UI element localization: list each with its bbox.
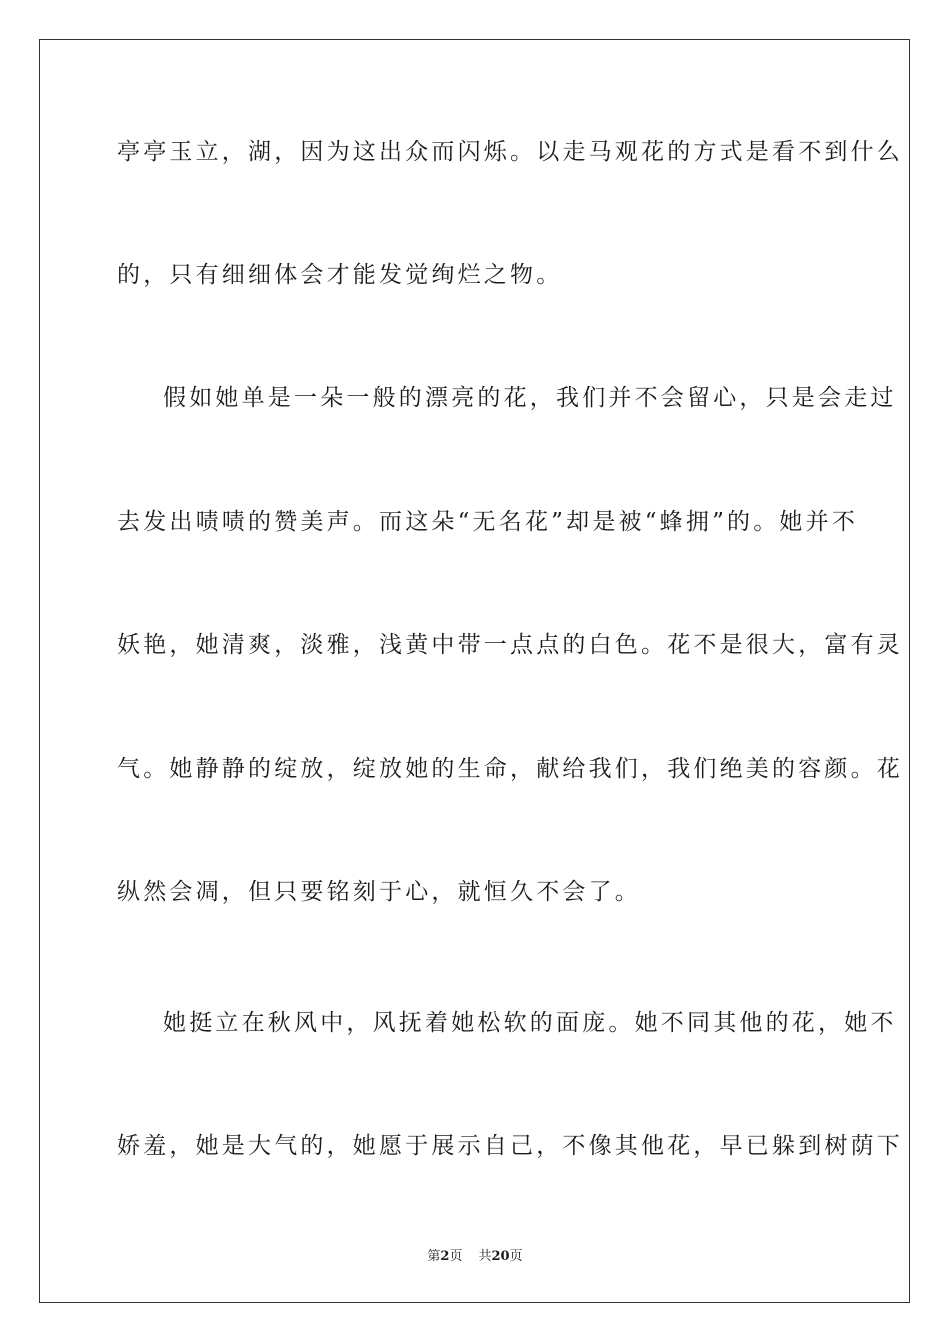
total-suffix: 页 — [509, 1249, 523, 1264]
text-line: 亭亭玉立，湖，因为这出众而闪烁。以走马观花的方式是看不到什么 — [117, 139, 903, 165]
text-line: 去发出啧啧的赞美声。而这朵“无名花”却是被“蜂拥”的。她并不 — [117, 509, 859, 535]
page-number: 2 — [440, 1249, 450, 1264]
text-line: 妖艳，她清爽，淡雅，浅黄中带一点点的白色。花不是很大，富有灵 — [117, 632, 903, 658]
page-suffix: 页 — [449, 1249, 463, 1264]
text-line: 的，只有细细体会才能发觉绚烂之物。 — [117, 262, 563, 288]
page-footer — [0, 1248, 950, 1266]
total-pages: 20 — [491, 1249, 510, 1264]
total-prefix: 共 — [478, 1249, 492, 1264]
text-line: 她挺立在秋风中，风抚着她松软的面庞。她不同其他的花，她不 — [163, 1010, 897, 1036]
text-line: 假如她单是一朵一般的漂亮的花，我们并不会留心，只是会走过 — [163, 385, 897, 411]
text-line: 纵然会凋，但只要铭刻于心，就恒久不会了。 — [117, 879, 641, 905]
page-border — [39, 39, 910, 1303]
text-line: 娇羞，她是大气的，她愿于展示自己，不像其他花，早已躲到树荫下 — [117, 1133, 903, 1159]
page-prefix: 第 — [427, 1249, 441, 1264]
text-line: 气。她静静的绽放，绽放她的生命，献给我们，我们绝美的容颜。花 — [117, 756, 903, 782]
